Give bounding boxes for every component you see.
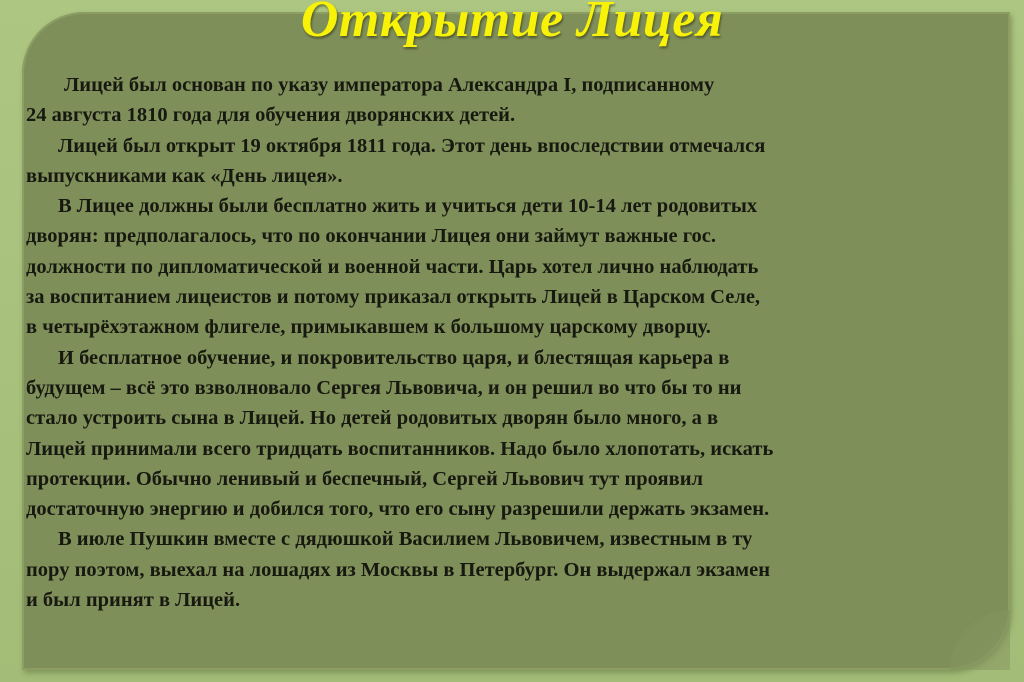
text-line: дворян: предполагалось, что по окончании Лицея они займут важные гос. (26, 225, 717, 248)
text-line: за воспитанием лицеистов и потому приказал открыть Лицей в Царском Селе, (26, 286, 761, 309)
text-line: В Лицее должны были бесплатно жить и учиться дети 10-14 лет родовитых (58, 195, 758, 218)
text-line: и был принят в Лицей. (26, 589, 241, 612)
text-line: стало устроить сына в Лицей. Но детей родовитых дворян было много, а в (26, 407, 719, 430)
text-line: достаточную энергию и добился того, что его сыну разрешили держать экзамен. (26, 498, 770, 521)
text-line: в четырёхэтажном флигеле, примыкавшем к большому царскому дворцу. (26, 316, 711, 339)
slide-body-text (26, 70, 1016, 615)
text-line: В июле Пушкин вместе с дядюшкой Василием Львовичем, известным в ту (58, 528, 753, 551)
text-line: должности по дипломатической и военной части. Царь хотел лично наблюдать (26, 255, 759, 278)
text-line: И бесплатное обучение, и покровительство царя, и блестящая карьера в (58, 346, 730, 369)
text-line: будущем – всё это взволновало Сергея Львовича, и он решил во что бы то ни (26, 376, 742, 399)
text-line: протекции. Обычно ленивый и беспечный, Сергей Львович тут проявил (26, 467, 704, 490)
text-line: Лицей был открыт 19 октября 1811 года. Этот день впоследствии отмечался (58, 134, 766, 157)
text-line: 24 августа 1810 года для обучения дворянских детей. (26, 104, 516, 127)
text-line: выпускниками как «День лицея». (26, 164, 343, 187)
text-line: пору поэтом, выехал на лошадях из Москвы в Петербург. Он выдержал экзамен (26, 558, 771, 581)
slide-title: Открытие Лицея (300, 0, 724, 48)
text-line: Лицей принимали всего тридцать воспитанников. Надо было хлопотать, искать (26, 437, 774, 460)
text-line: Лицей был основан по указу императора Александра I, подписанному (64, 74, 715, 96)
